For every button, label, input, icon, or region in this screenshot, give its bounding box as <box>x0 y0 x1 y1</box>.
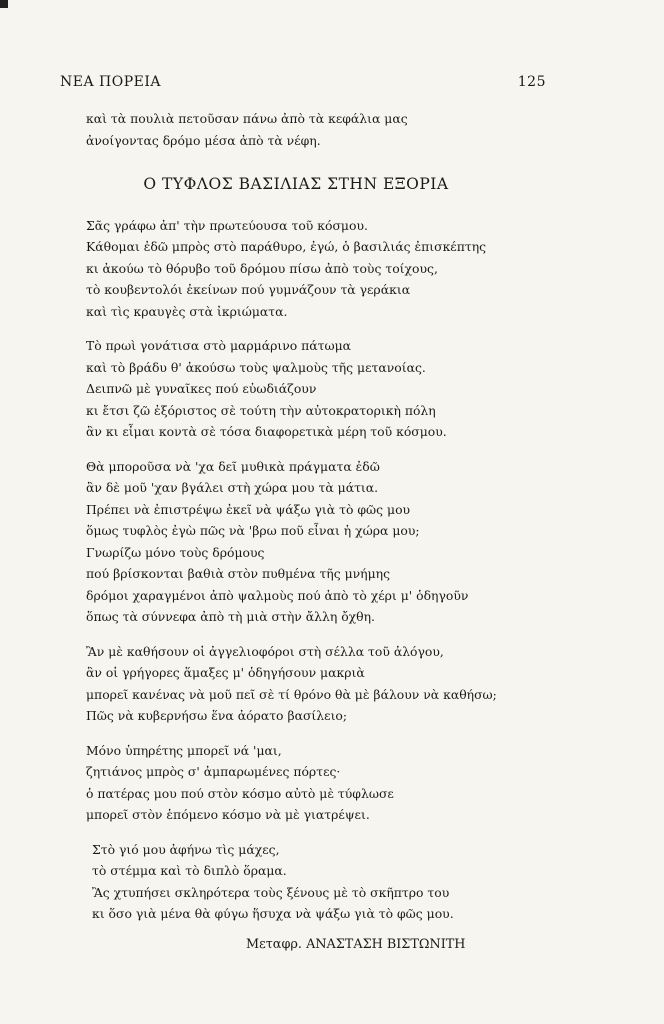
verse-line: ζητιάνος μπρὸς σ' ἀμπαρωμένες πόρτες· <box>86 764 341 779</box>
verse-line: κι ἔτσι ζῶ ἐξόριστος σὲ τούτη τὴν αὐτοκρατορικὴ πόλη <box>86 402 436 418</box>
verse-line: μπορεῖ στὸν ἑπόμενο κόσμο νὰ μὲ γιατρέψει. <box>86 807 370 822</box>
verse-line: ἀνοίγοντας δρόμο μέσα ἀπὸ τὰ νέφη. <box>86 132 321 148</box>
verse-line: Κάθομαι ἐδῶ μπρὸς στὸ παράθυρο, ἐγώ, ὁ βασιλιάς ἐπισκέπτης <box>86 239 487 254</box>
scan-corner-mark <box>0 0 8 8</box>
verse-line: Ἂς χτυπήσει σκληρότερα τοὺς ξένους μὲ τὸ σκῆπτρο του <box>92 884 450 900</box>
verse-line: Πρέπει νὰ ἐπιστρέψω ἐκεῖ νὰ ψάξω γιὰ τὸ φῶς μου <box>86 501 411 517</box>
translator-credit: Μεταφρ. ΑΝΑΣΤΑΣΗ ΒΙΣΤΩΝΙΤΗ <box>246 936 466 952</box>
verse-line: ἂν οἱ γρήγορες ἅμαξες μ' ὁδηγήσουν μακριὰ <box>86 665 365 680</box>
verse-line: καὶ τὸ βράδυ θ' ἀκούσω τοὺς ψαλμοὺς τῆς μετανοίας. <box>86 359 426 375</box>
poem-title: Ο ΤΥΦΛΟΣ ΒΑΣΙΛΙΑΣ ΣΤΗΝ ΕΞΟΡΙΑ <box>143 175 449 193</box>
verse-line: καὶ τὶς κραυγὲς στὰ ἰκριώματα. <box>86 303 288 319</box>
verse-line: μπορεῖ κανένας νὰ μοῦ πεῖ σὲ τί θρόνο θὰ μὲ βάλουν νὰ καθήσω; <box>86 686 497 702</box>
verse-line: Μόνο ὑπηρέτης μπορεῖ νά 'μαι, <box>86 742 282 758</box>
verse-line: τὸ στέμμα καὶ τὸ διπλὸ ὅραμα. <box>92 863 287 878</box>
verse-line: ἂν κι εἶμαι κοντὰ σὲ τόσα διαφορετικὰ μέρη τοῦ κόσμου. <box>86 424 447 439</box>
verse-line: ὅπως τὰ σύννεφα ἀπὸ τὴ μιὰ στὴν ἄλλη ὄχθη. <box>86 609 375 624</box>
page-number: 125 <box>517 74 546 90</box>
stanza-4 <box>86 641 566 727</box>
verse-line: Σᾶς γράφω ἀπ' τὴν πρωτεύουσα τοῦ κόσμου. <box>86 217 368 233</box>
verse-line: Ἂν μὲ καθήσουν οἱ ἀγγελιοφόροι στὴ σέλλα τοῦ ἀλόγου, <box>86 643 444 659</box>
page-body <box>86 108 566 955</box>
verse-line: Τὸ πρωὶ γονάτισα στὸ μαρμάρινο πάτωμα <box>86 338 352 353</box>
journal-title: ΝΕΑ ΠΟΡΕΙΑ <box>60 74 161 90</box>
stanza-3 <box>86 456 566 628</box>
verse-line: τὸ κουβεντολόι ἐκείνων πού γυμνάζουν τὰ γεράκια <box>86 282 411 297</box>
verse-line: δρόμοι χαραγμένοι ἀπὸ ψαλμοὺς πού ἀπὸ τὸ χέρι μ' ὁδηγοῦν <box>86 587 469 603</box>
verse-line: ὁ πατέρας μου πού στὸν κόσμο αὐτὸ μὲ τύφλωσε <box>86 785 394 801</box>
verse-line: Γνωρίζω μόνο τοὺς δρόμους <box>86 544 265 560</box>
verse-line: κι ὅσο γιὰ μένα θὰ φύγω ἥσυχα νὰ ψάξω γιὰ τὸ φῶς μου. <box>92 906 454 921</box>
verse-line: Στὸ γιό μου ἀφήνω τὶς μάχες, <box>92 841 280 857</box>
verse-line: ὅμως τυφλὸς ἐγὼ πῶς νὰ 'βρω ποῦ εἶναι ἡ χώρα μου; <box>86 523 420 538</box>
verse-line: καὶ τὰ πουλιὰ πετοῦσαν πάνω ἀπὸ τὰ κεφάλια μας <box>86 111 408 126</box>
verse-line: πού βρίσκονται βαθιὰ στὸν πυθμένα τῆς μνήμης <box>86 566 391 581</box>
verse-line: Θὰ μποροῦσα νὰ 'χα δεῖ μυθικὰ πράγματα ἐδῶ <box>86 458 380 474</box>
intro-lines <box>86 108 566 151</box>
verse-line: Πῶς νὰ κυβερνήσω ἕνα ἀόρατο βασίλειο; <box>86 708 348 723</box>
verse-line: κι ἀκούω τὸ θόρυβο τοῦ δρόμου πίσω ἀπὸ τοὺς τοίχους, <box>86 260 438 276</box>
verse-line: Δειπνῶ μὲ γυναῖκες πού εὐωδιάζουν <box>86 381 317 396</box>
stanza-6 <box>92 839 566 925</box>
stanza-2 <box>86 335 566 443</box>
stanza-1 <box>86 215 566 323</box>
running-header <box>60 74 546 90</box>
verse-line: ἂν δὲ μοῦ 'χαν βγάλει στὴ χώρα μου τὰ μάτια. <box>86 480 379 495</box>
stanza-5 <box>86 740 566 826</box>
